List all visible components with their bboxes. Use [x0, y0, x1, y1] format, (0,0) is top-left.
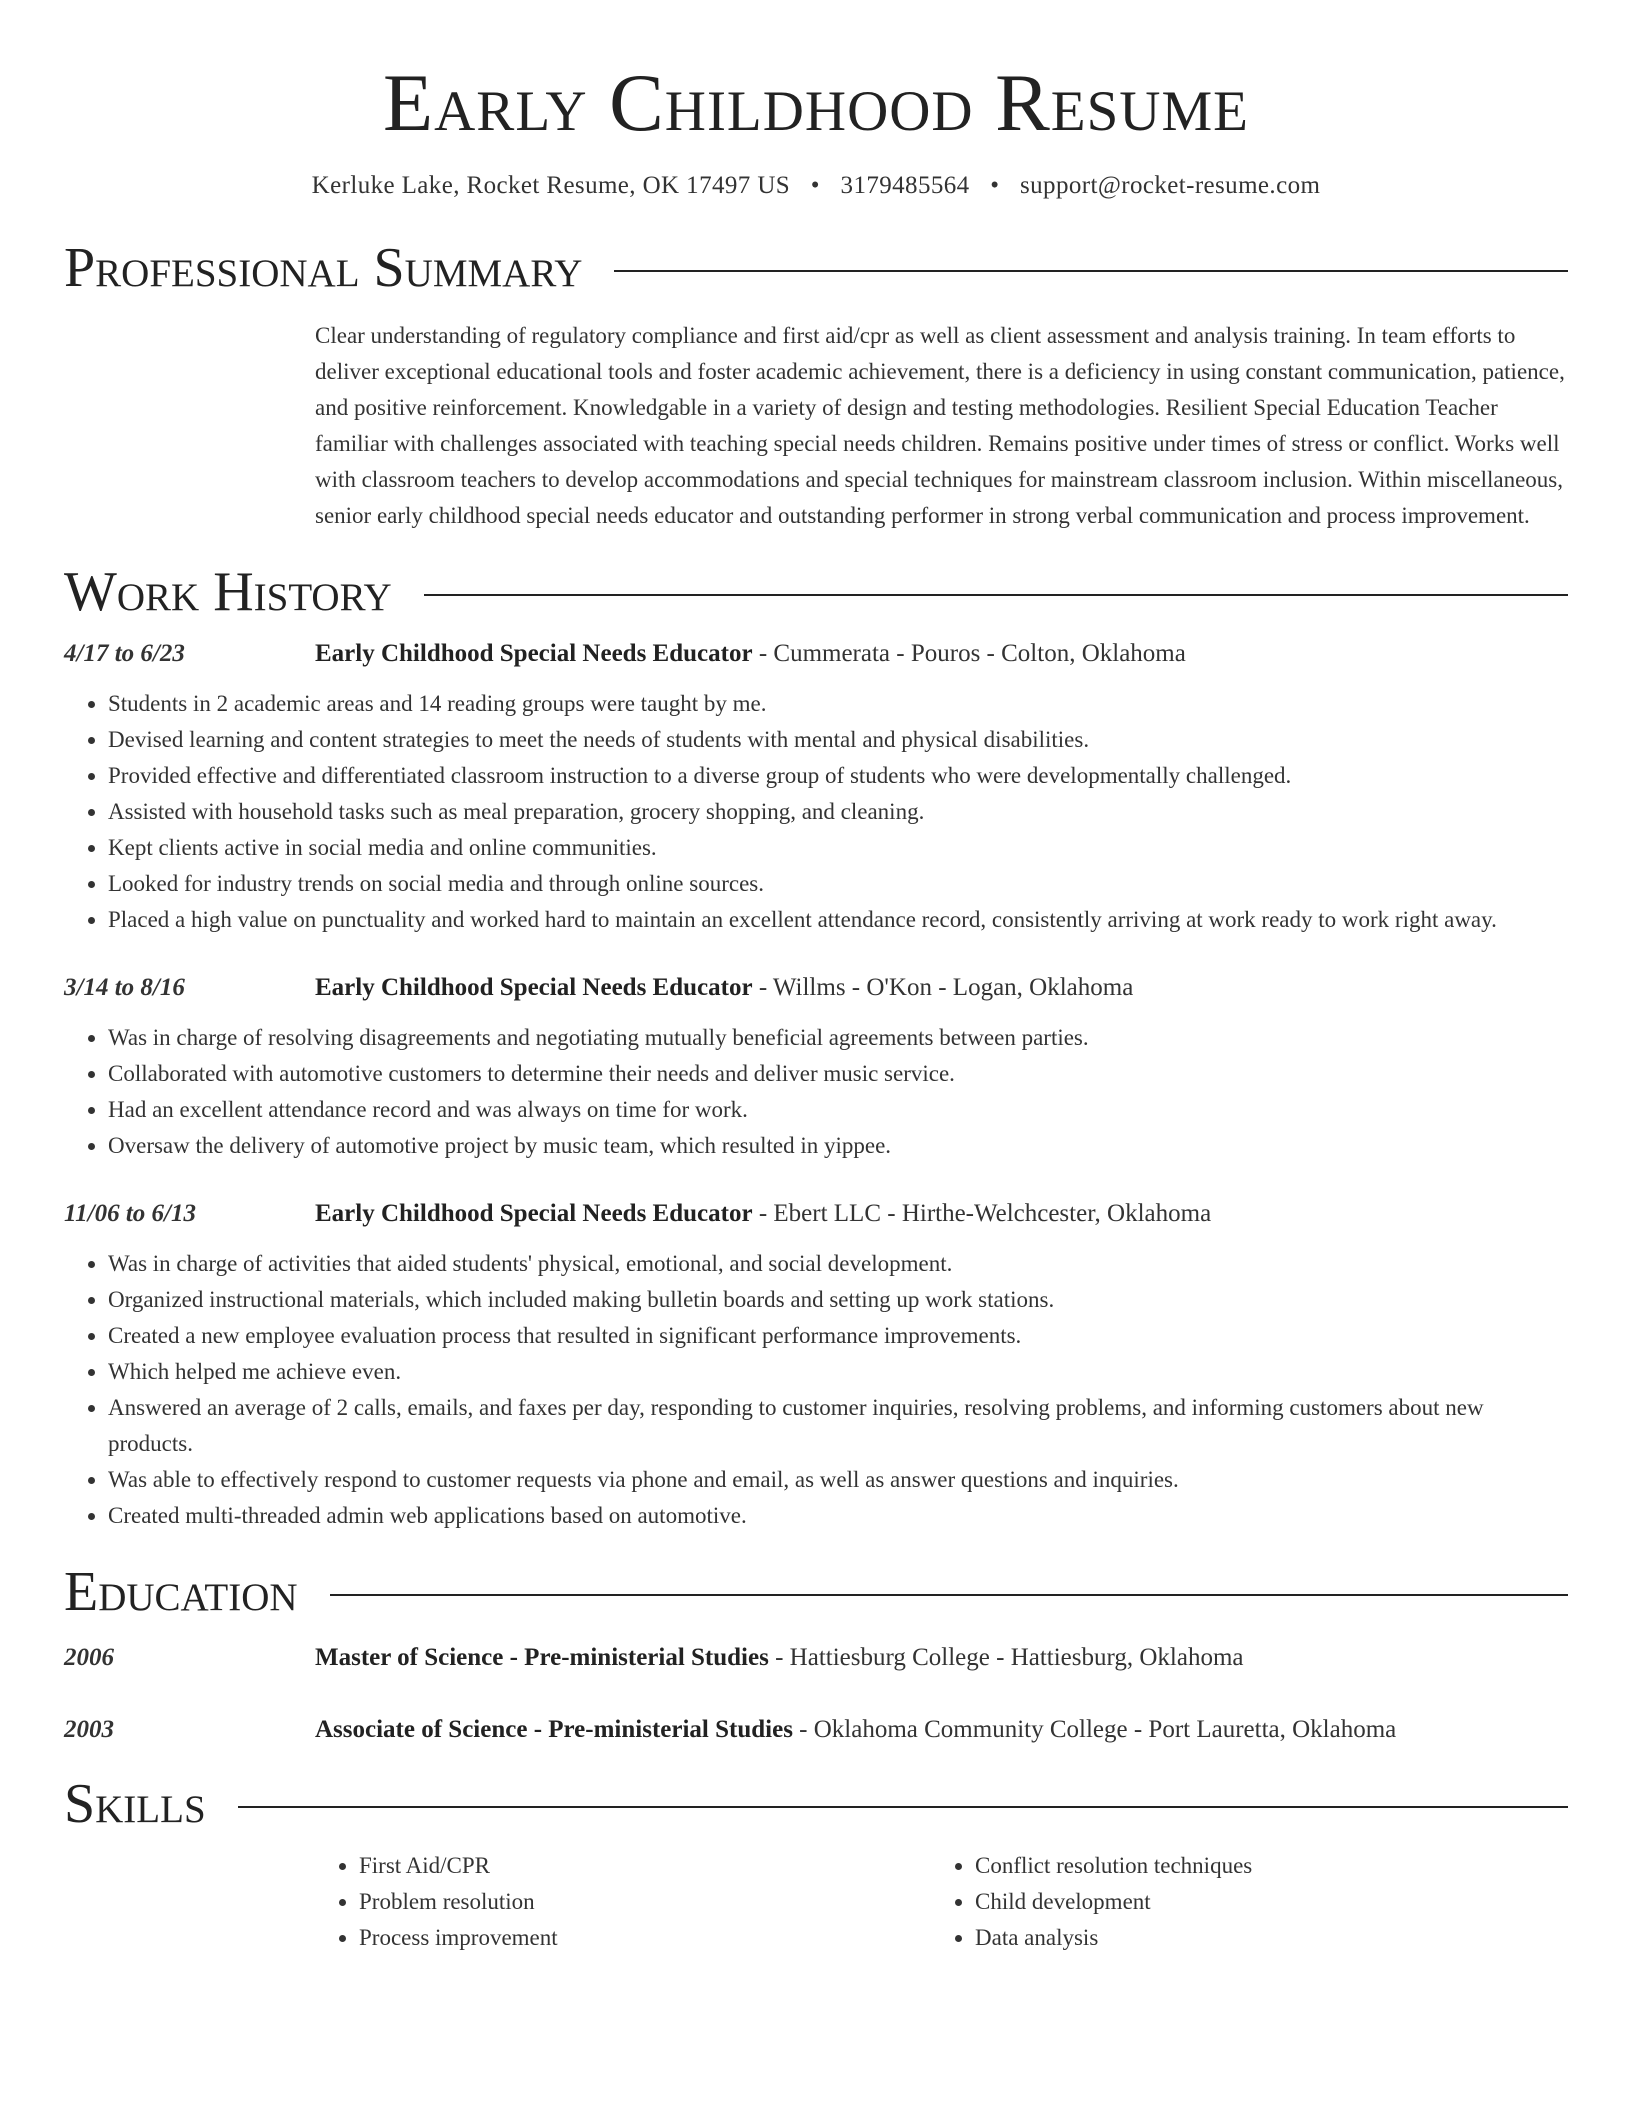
skill-item: • Process improvement — [359, 1920, 931, 1956]
job-bullets — [64, 686, 1568, 938]
section-divider — [238, 1806, 1568, 1808]
summary-section-title: Professional Summary — [64, 237, 583, 299]
skills-column-right — [931, 1848, 1547, 1956]
skill-item: • First Aid/CPR — [359, 1848, 931, 1884]
job-bullet: • Kept clients active in social media and online communities. — [108, 830, 1568, 866]
job-bullets — [64, 1020, 1568, 1164]
skill-item: • Child development — [975, 1884, 1547, 1920]
job-bullet: • Was able to effectively respond to customer requests via phone and email, as well as answer questions and inquiries. — [108, 1462, 1568, 1498]
job-dates: 3/14 to 8/16 — [64, 974, 185, 1001]
skills-section-title: Skills — [64, 1773, 206, 1835]
education-year: 2006 — [64, 1644, 114, 1671]
section-divider — [424, 594, 1568, 596]
job-entry — [64, 636, 1568, 938]
skill-item: • Conflict resolution techniques — [975, 1848, 1547, 1884]
job-bullet: • Oversaw the delivery of automotive project by music team, which resulted in yippee. — [108, 1128, 1568, 1164]
job-bullet: • Placed a high value on punctuality and worked hard to maintain an excellent attendance record, consistently arriving at work ready to work right away. — [108, 902, 1568, 938]
job-details: - Willms - O'Kon - Logan, Oklahoma — [752, 974, 1134, 1001]
work-section-header — [64, 561, 1568, 623]
job-dates: 4/17 to 6/23 — [64, 640, 185, 667]
skills-section-header — [64, 1773, 1568, 1835]
job-bullet: • Which helped me achieve even. — [108, 1354, 1568, 1390]
education-line — [315, 1712, 1568, 1748]
summary-text: Clear understanding of regulatory compliance and first aid/cpr as well as client assessment and analysis training. In team efforts to deliver exceptional educational tools and foster academic achievement, there is a deficiency in using constant communication, patience, and positive reinforcement. Knowledgable in a variety of design and testing methodologies. Resilient Special Education Teacher familiar with challenges associated with teaching special needs children. Remains positive under times of stress or conflict. Works well with classroom teachers to develop accommodations and special techniques for mainstream classroom inclusion. Within miscellaneous, senior early childhood special needs educator and outstanding performer in strong verbal communication and process improvement. — [315, 323, 1565, 528]
education-details: - Oklahoma Community College - Port Lauretta, Oklahoma — [792, 1716, 1397, 1743]
work-section-title: Work History — [64, 561, 392, 623]
job-dates: 11/06 to 6/13 — [64, 1200, 196, 1227]
contact-separator: • — [990, 172, 1000, 199]
section-divider — [330, 1594, 1568, 1596]
job-entry — [64, 970, 1568, 1164]
contact-email: support@rocket-resume.com — [1020, 172, 1321, 199]
contact-phone: 3179485564 — [840, 172, 970, 199]
job-bullet: • Looked for industry trends on social media and through online sources. — [108, 866, 1568, 902]
job-title-line — [315, 1196, 1568, 1232]
job-bullet: • Was in charge of resolving disagreements and negotiating mutually beneficial agreements between parties. — [108, 1020, 1568, 1056]
job-title-line — [315, 636, 1568, 672]
job-details: - Cummerata - Pouros - Colton, Oklahoma — [752, 640, 1186, 667]
job-bullet: • Assisted with household tasks such as meal preparation, grocery shopping, and cleaning. — [108, 794, 1568, 830]
job-details: - Ebert LLC - Hirthe-Welchcester, Oklahoma — [752, 1200, 1212, 1227]
job-bullet: • Answered an average of 2 calls, emails, and faxes per day, responding to customer inquiries, resolving problems, and informing customers about new products. — [108, 1390, 1568, 1462]
job-bullet: • Created multi-threaded admin web applications based on automotive. — [108, 1498, 1568, 1534]
job-role: Early Childhood Special Needs Educator — [315, 640, 753, 667]
education-entry — [64, 1640, 1568, 1676]
skills-column-left — [315, 1848, 931, 1956]
work-history-list — [64, 636, 1568, 1534]
job-role: Early Childhood Special Needs Educator — [315, 974, 753, 1001]
contact-separator: • — [810, 172, 820, 199]
job-bullet: • Devised learning and content strategies to meet the needs of students with mental and physical disabilities. — [108, 722, 1568, 758]
education-degree: Associate of Science - Pre-ministerial Studies — [315, 1716, 793, 1743]
job-bullet: • Collaborated with automotive customers to determine their needs and deliver music service. — [108, 1056, 1568, 1092]
education-entry — [64, 1712, 1568, 1748]
skill-item: • Problem resolution — [359, 1884, 931, 1920]
education-details: - Hattiesburg College - Hattiesburg, Oklahoma — [768, 1644, 1244, 1671]
skills-list — [315, 1848, 1568, 1956]
job-bullet: • Created a new employee evaluation process that resulted in significant performance improvements. — [108, 1318, 1568, 1354]
skill-item: • Data analysis — [975, 1920, 1547, 1956]
contact-line — [64, 172, 1568, 200]
summary-section-header — [64, 237, 1568, 299]
education-degree: Master of Science - Pre-ministerial Studies — [315, 1644, 769, 1671]
job-role: Early Childhood Special Needs Educator — [315, 1200, 753, 1227]
education-section-header — [64, 1561, 1568, 1623]
education-section-title: Education — [64, 1561, 298, 1623]
job-bullet: • Students in 2 academic areas and 14 reading groups were taught by me. — [108, 686, 1568, 722]
job-bullets — [64, 1246, 1568, 1534]
resume-title: Early Childhood Resume — [383, 57, 1249, 148]
resume-page — [64, 0, 1568, 1956]
job-title-line — [315, 970, 1568, 1006]
job-bullet: • Had an excellent attendance record and was always on time for work. — [108, 1092, 1568, 1128]
education-line — [315, 1640, 1568, 1676]
section-divider — [614, 270, 1568, 272]
contact-address: Kerluke Lake, Rocket Resume, OK 17497 US — [311, 172, 791, 199]
education-year: 2003 — [64, 1716, 114, 1743]
job-entry — [64, 1196, 1568, 1534]
job-bullet: • Provided effective and differentiated classroom instruction to a diverse group of students who were developmentally challenged. — [108, 758, 1568, 794]
job-bullet: • Was in charge of activities that aided students' physical, emotional, and social development. — [108, 1246, 1568, 1282]
job-bullet: • Organized instructional materials, which included making bulletin boards and setting up work stations. — [108, 1282, 1568, 1318]
